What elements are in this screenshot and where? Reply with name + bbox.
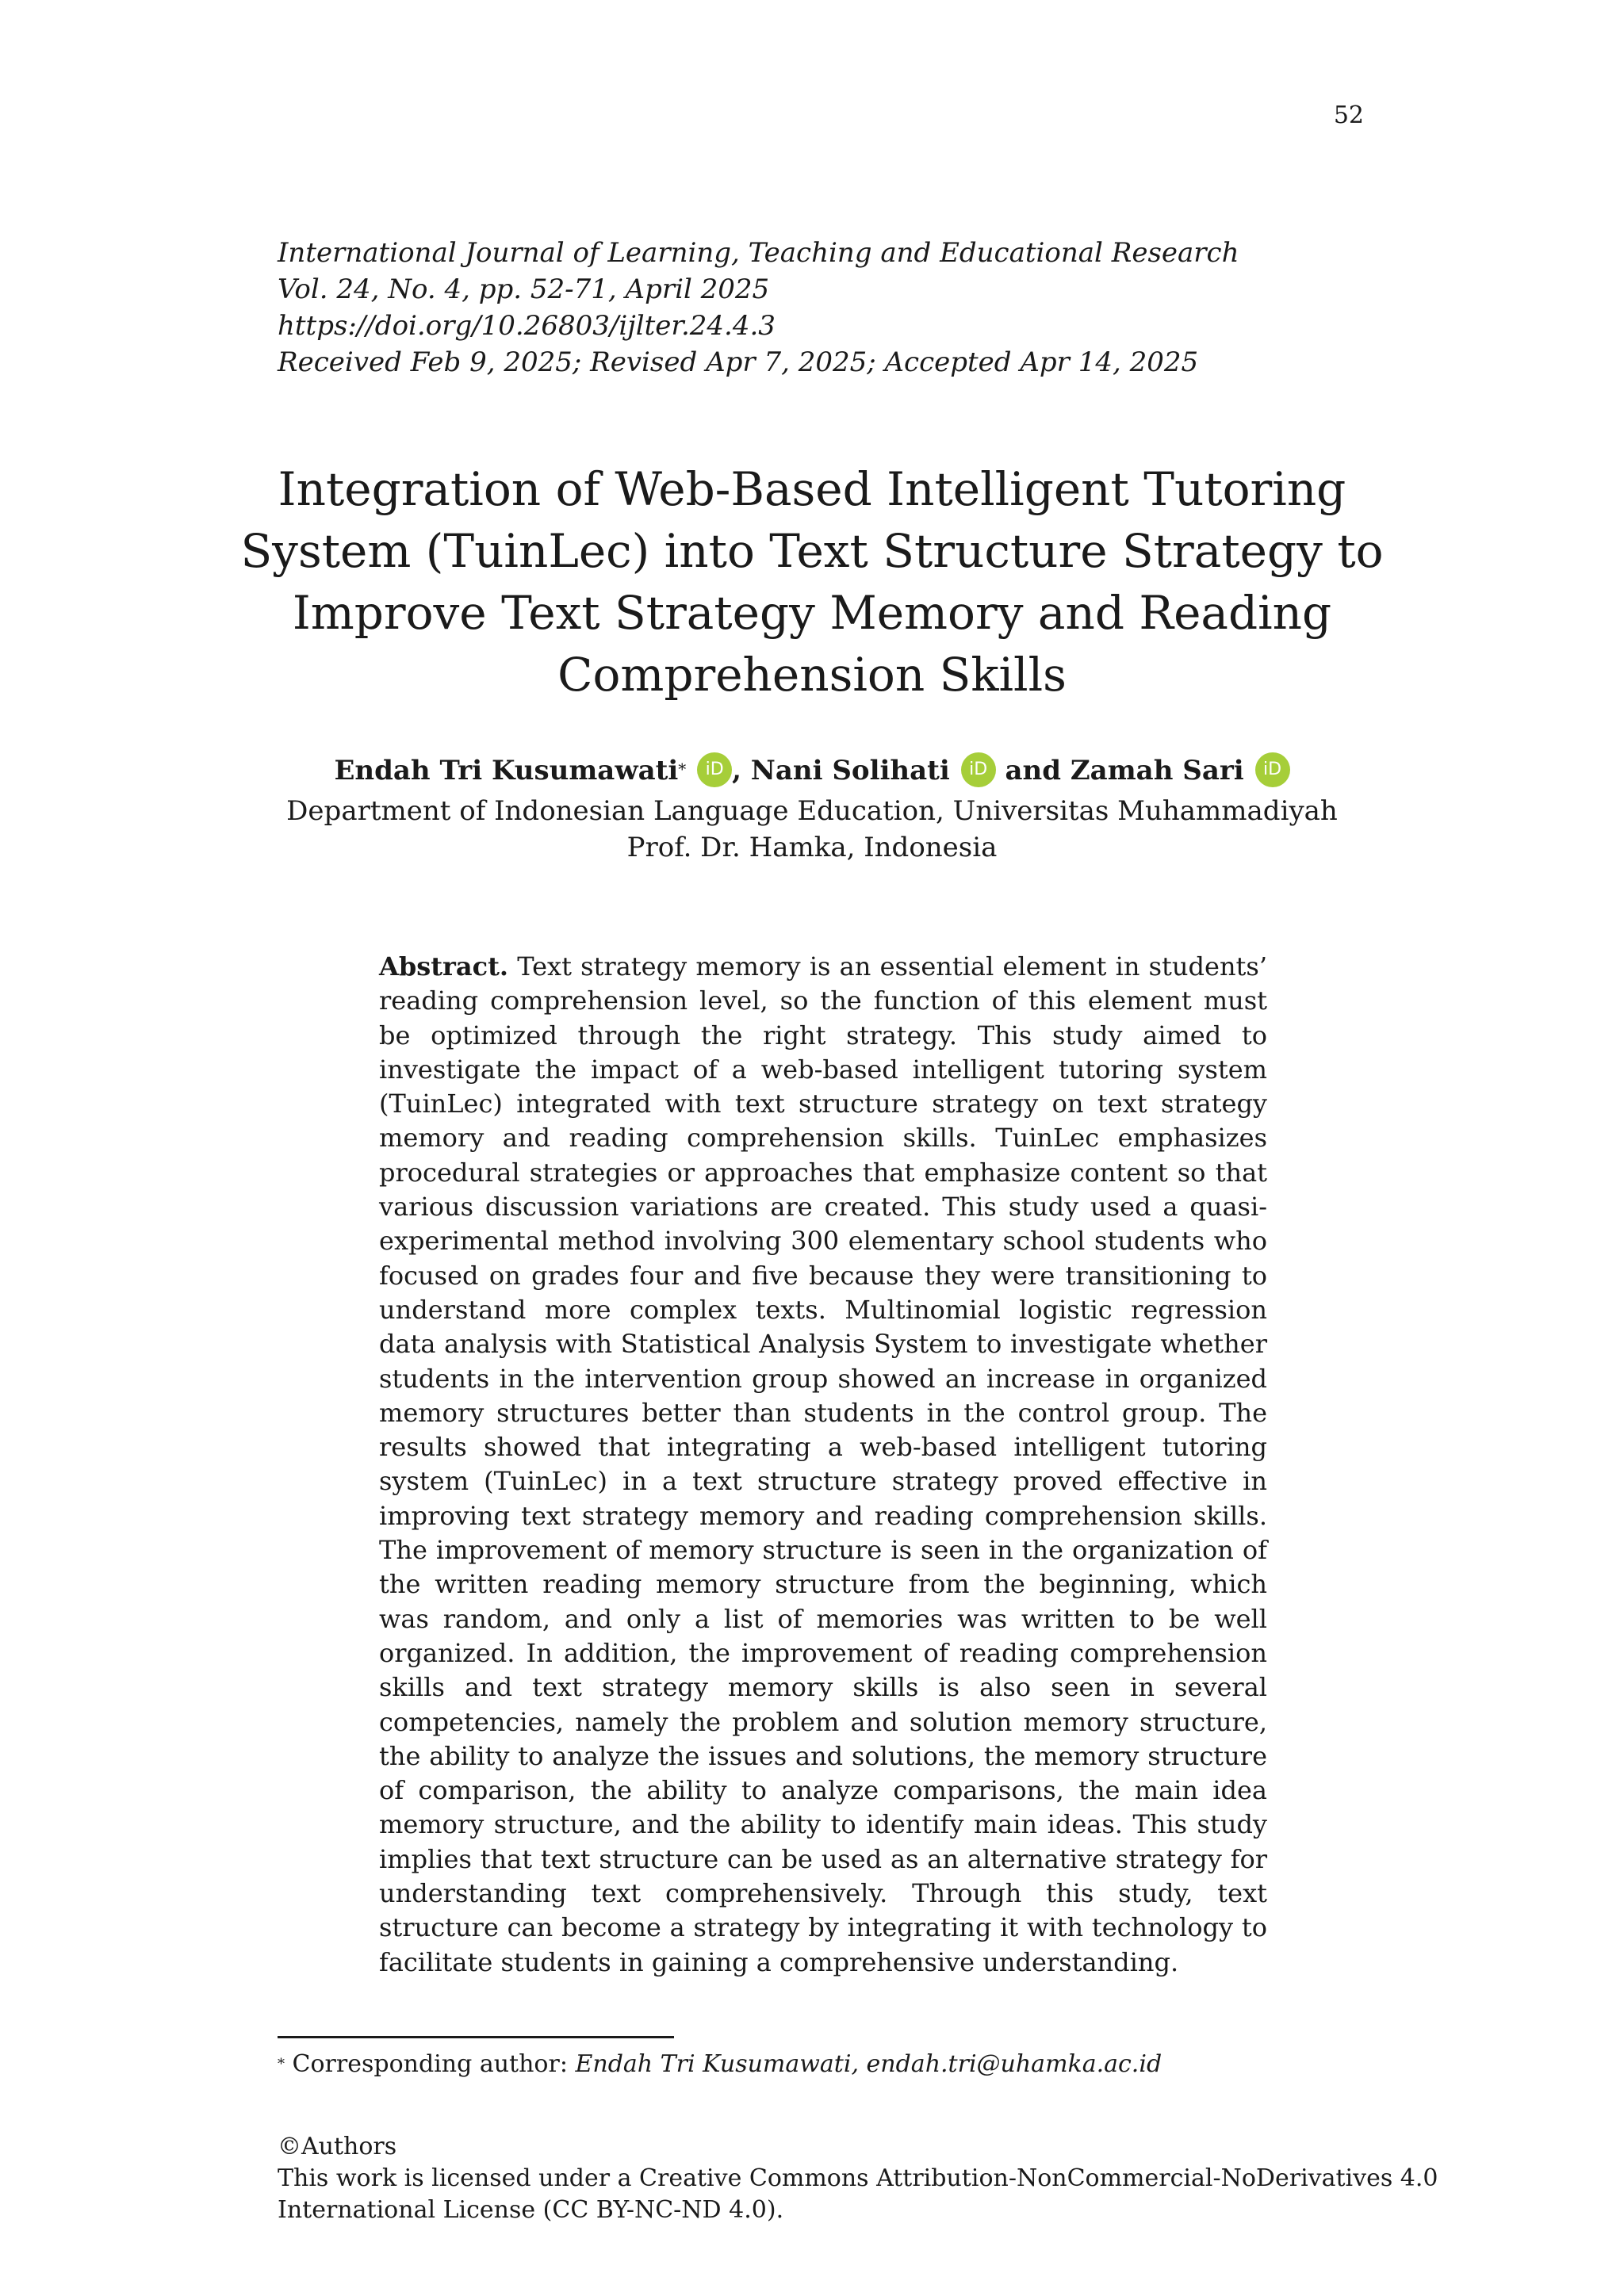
orcid-icon[interactable]: iD (697, 752, 732, 787)
paper-title (238, 458, 1386, 706)
abstract-label: Abstract. (379, 951, 508, 982)
journal-info (278, 235, 1308, 381)
affiliation-line: Department of Indonesian Language Education, Universitas Muhammadiyah (286, 795, 1338, 827)
footnote-mark: * (278, 2056, 285, 2072)
corresponding-mark: * (678, 760, 687, 779)
abstract (379, 950, 1267, 1980)
orcid-icon[interactable]: iD (961, 752, 996, 787)
footnote-detail: Endah Tri Kusumawati, endah.tri@uhamka.ac.id (575, 2050, 1162, 2078)
journal-doi[interactable]: https://doi.org/10.26803/ijlter.24.4.3 (278, 310, 776, 342)
author-name-1: Endah Tri Kusumawati (334, 755, 679, 786)
author-name-3: and Zamah Sari (995, 755, 1244, 786)
page-number: 52 (1333, 101, 1364, 129)
orcid-icon[interactable]: iD (1255, 752, 1290, 787)
footnote (278, 2047, 1388, 2082)
license-line: This work is licensed under a Creative Commons Attribution-NonCommercial-NoDerivatives 4.0 (278, 2164, 1438, 2192)
copyright-line: ©Authors (278, 2133, 397, 2160)
title-line: Improve Text Strategy Memory and Reading (292, 586, 1332, 640)
license-info (278, 2131, 1438, 2226)
title-line: Comprehension Skills (557, 648, 1067, 702)
footnote-divider (278, 2036, 674, 2038)
journal-volume: Vol. 24, No. 4, pp. 52-71, April 2025 (278, 274, 770, 305)
title-line: System (TuinLec) into Text Structure Strategy to (240, 524, 1384, 578)
abstract-text: Text strategy memory is an essential element in students’ reading comprehension level, so the function of this element must be optimized through the right strategy. This study aimed to investigate the impact of a web-based intelligent tutoring system (TuinLec) integrated with text structure strategy on text strategy memory and reading comprehension skills. TuinLec emphasizes procedural strategies or approaches that emphasize content so that various discussion variations are created. This study used a quasi-experimental method involving 300 elementary school students who focused on grades four and five because they were transitioning to understand more complex texts. Multinomial logistic regression data analysis with Statistical Analysis System to investigate whether students in the intervention group showed an increase in organized memory structures better than students in the control group. The results showed that integrating a web-based intelligent tutoring system (TuinLec) in a text structure strategy proved effective in improving text strategy memory and reading comprehension skills. The improvement of memory structure is seen in the organization of the written reading memory structure from the beginning, which was random, and only a list of memories was written to be well organized. In addition, the improvement of reading comprehension skills and text strategy memory skills is also seen in several competencies, namely the problem and solution memory structure, the ability to analyze the issues and solutions, the memory structure of comparison, the ability to analyze comparisons, the main idea memory structure, and the ability to identify main ideas. This study implies that text structure can be used as an alternative strategy for understanding text comprehensively. Through this study, text structure can become a strategy by integrating it with technology to facilitate students in gaining a comprehensive understanding. (379, 951, 1268, 1977)
author-list (238, 752, 1386, 790)
footnote-label: Corresponding author: (285, 2050, 576, 2078)
author-name-2: , Nani Solihati (732, 755, 950, 786)
affiliation-line: Prof. Dr. Hamka, Indonesia (626, 832, 998, 863)
affiliation (238, 793, 1386, 866)
journal-dates: Received Feb 9, 2025; Revised Apr 7, 2025; Accepted Apr 14, 2025 (278, 346, 1199, 378)
license-line: International License (CC BY-NC-ND 4.0). (278, 2196, 784, 2224)
journal-name: International Journal of Learning, Teaching and Educational Research (278, 237, 1239, 269)
title-line: Integration of Web-Based Intelligent Tutoring (278, 462, 1346, 516)
